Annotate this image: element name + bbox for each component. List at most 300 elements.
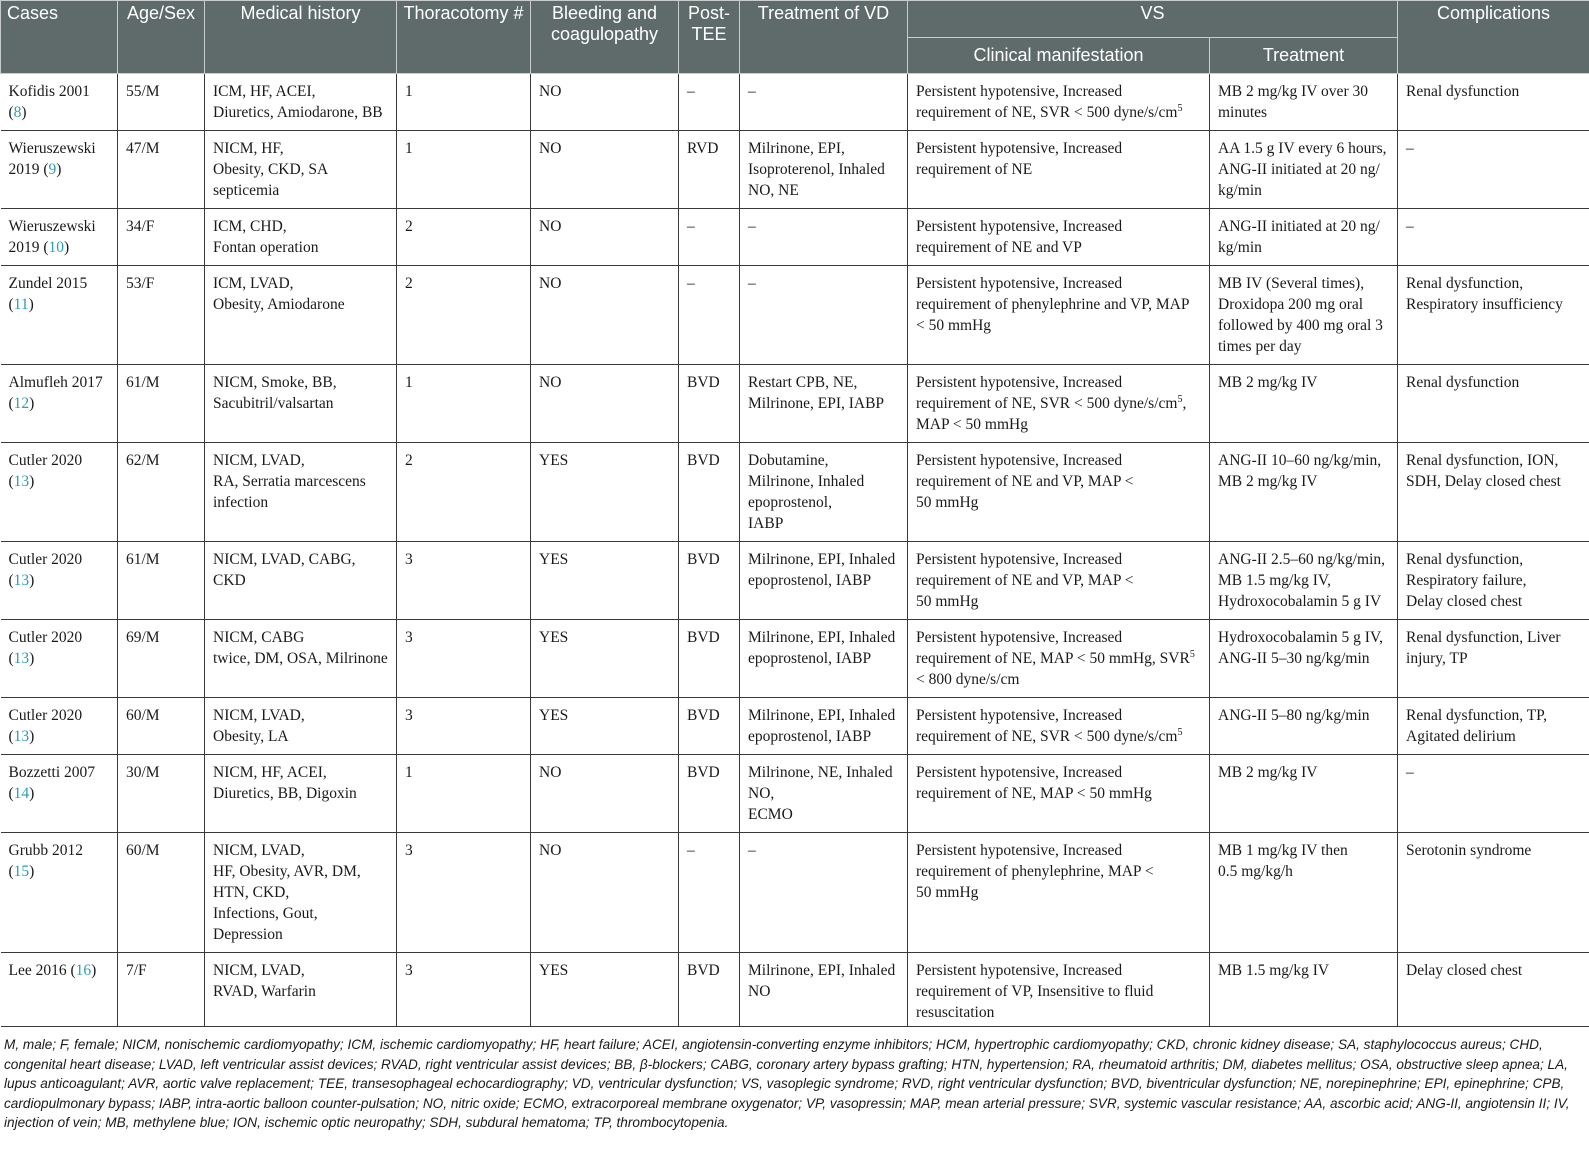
tvd-line: Milrinone, EPI, IABP [748,395,885,412]
clin-line: Persistent hypotensive, Increased [916,140,1123,157]
table-row [1,698,1589,755]
treatment-vd-cell [740,266,908,365]
vs-treatment-cell [1210,209,1398,266]
header-thoracotomy: Thoracotomy # [397,1,531,74]
reference-link[interactable]: 14 [13,785,30,802]
thoracotomy: 3 [405,962,413,979]
age-sex-cell [118,443,205,542]
case-close: ) [29,572,35,589]
complications-cell [1398,833,1589,953]
age-sex-cell [118,542,205,620]
treatment-vd-cell [740,755,908,833]
post-tee: RVD [687,140,719,157]
medical-history-cell [205,209,397,266]
clin-line: Persistent hypotensive, Increased [916,275,1123,292]
bleeding-cell [531,266,679,365]
tvd-line: Milrinone, EPI, [748,140,845,157]
age-sex-cell [118,74,205,131]
tvd-line: Milrinone, EPI, Inhaled [748,551,896,568]
post-tee: BVD [687,707,720,724]
comp-line: – [1406,218,1414,235]
bleeding: NO [539,275,562,292]
history-line: Obesity, CKD, SA [213,161,329,178]
clin-line: requirement of NE, SVR < 500 dyne/s/cm [916,395,1178,412]
table-body [1,74,1589,1027]
history-line: Diuretics, BB, Digoxin [213,785,357,802]
age-sex-cell [118,698,205,755]
tvd-line: Dobutamine, [748,452,829,469]
reference-link[interactable]: 15 [13,863,30,880]
post-tee: – [687,275,695,292]
case-name: Cutler 2020 ( [8,629,83,667]
post-tee-cell [679,620,740,698]
treat-line: MB 1 mg/kg IV then [1218,842,1348,859]
tvd-line: epoprostenol, IABP [748,572,872,589]
post-tee: BVD [687,551,720,568]
clin-line: requirement of NE, SVR < 500 dyne/s/cm [916,104,1178,121]
age-sex-cell [118,131,205,209]
history-line: RA, Serratia marcescens [213,473,366,490]
thoracotomy: 2 [405,452,413,469]
reference-link[interactable]: 12 [13,395,30,412]
treat-line: kg/min [1218,182,1262,199]
comp-line: Renal dysfunction, [1406,551,1524,568]
reference-link[interactable]: 8 [13,104,22,121]
treat-line: Hydroxocobalamin 5 g IV, [1218,629,1384,646]
vs-treatment-cell [1210,833,1398,953]
thoracotomy: 1 [405,374,413,391]
tvd-line: Milrinone, EPI, Inhaled [748,629,896,646]
tvd-line: NO [748,983,771,1000]
reference-link[interactable]: 10 [48,239,65,256]
clinical-cell [908,755,1210,833]
thoracotomy-cell [397,833,531,953]
reference-link[interactable]: 16 [75,962,92,979]
treat-line: MB 1.5 mg/kg IV, [1218,572,1331,589]
bleeding-cell [531,755,679,833]
post-tee-cell [679,953,740,1027]
comp-line: Respiratory failure, [1406,572,1527,589]
tvd-line: – [748,83,756,100]
post-tee: BVD [687,452,720,469]
age-sex: 34/F [126,218,155,235]
age-sex: 69/M [126,629,160,646]
header-complications: Complications [1398,1,1589,74]
bleeding: NO [539,140,562,157]
clin-line: requirement of NE, MAP < 50 mmHg [916,785,1152,802]
clin-line: Persistent hypotensive, Increased [916,83,1123,100]
clin-line: requirement of VP, Insensitive to fluid [916,983,1154,1000]
thoracotomy: 3 [405,629,413,646]
bleeding-cell [531,209,679,266]
table-footnote: M, male; F, female; NICM, nonischemic cardiomyopathy; ICM, ischemic cardiomyopathy; HF, heart failure; ACEI, angiotensin-converting enzyme inhibitors; HCM, hypertrophic cardiomyopathy; CKD, chronic kidney disease; SA, staphylococcus aureus; CHD, congenital heart disease; LVAD, left ventricular assist devices; RVAD, right ventricular assist devices; BB, β-blockers; CABG, coronary artery bypass grafting; HTN, hypertension; RA, rheumatoid arthritis; DM, diabetes mellitus; OSA, obstructive sleep apnea; LA, lupus anticoagulant; AVR, aortic valve replacement; TEE, transesophageal echocardiography; VD, ventricular dysfunction; VS, vasoplegic syndrome; RVD, right ventricular dysfunction; BVD, biventricular dysfunction; NE, norepinephrine; EPI, epinephrine; CPB, cardiopulmonary bypass; IABP, intra-aortic balloon counter-pulsation; NO, nitric oxide; ECMO, extracorporeal membrane oxygenator; VP, vasopressin; MAP, mean arterial pressure; SVR, systemic vascular resistance; AA, ascorbic acid; ANG-II, angiotensin II; IV, injection of vein; MB, methylene blue; ION, ischemic optic neuropathy; SDH, subdural hematoma; TP, thrombocytopenia. [4,1037,1570,1130]
treat-line: kg/min [1218,239,1262,256]
post-tee-cell [679,542,740,620]
treat-line: ANG-II 2.5–60 ng/kg/min, [1218,551,1386,568]
header-cases: Cases [1,1,118,74]
table-row [1,620,1589,698]
comp-line: Serotonin syndrome [1406,842,1532,859]
bleeding: YES [539,452,569,469]
case-cell [1,953,118,1027]
thoracotomy: 1 [405,764,413,781]
history-line: ICM, LVAD, [213,275,294,292]
history-line: twice, DM, OSA, Milrinone [213,650,388,667]
age-sex: 62/M [126,452,160,469]
age-sex-cell [118,365,205,443]
superscript: 5 [1189,648,1195,660]
history-line: NICM, Smoke, BB, [213,374,337,391]
treat-line: Droxidopa 200 mg oral [1218,296,1364,313]
age-sex: 60/M [126,842,160,859]
treat-line: ANG-II 10–60 ng/kg/min, [1218,452,1382,469]
complications-cell [1398,698,1589,755]
case-name: Wieruszewski 2019 ( [8,140,96,178]
thoracotomy-cell [397,953,531,1027]
case-cell [1,833,118,953]
vs-treatment-cell [1210,755,1398,833]
treatment-vd-cell [740,833,908,953]
treatment-vd-cell [740,443,908,542]
comp-line: Respiratory insufficiency [1406,296,1563,313]
case-cell [1,266,118,365]
reference-link[interactable]: 11 [13,296,29,313]
medical-history-cell [205,953,397,1027]
thoracotomy: 3 [405,551,413,568]
case-close: ) [28,296,34,313]
bleeding-cell [531,620,679,698]
age-sex-cell [118,620,205,698]
comp-line: SDH, Delay closed chest [1406,473,1561,490]
clin-line: < 50 mmHg [916,317,992,334]
history-line: ICM, HF, ACEI, [213,83,316,100]
case-cell [1,443,118,542]
superscript: 5 [1177,102,1183,114]
case-cell [1,542,118,620]
vs-treatment-cell [1210,953,1398,1027]
comp-line: Renal dysfunction, [1406,275,1524,292]
vs-treatment-cell [1210,542,1398,620]
history-line: NICM, LVAD, [213,842,305,859]
treat-line: MB 2 mg/kg IV over 30 [1218,83,1368,100]
comp-line: Delay closed chest [1406,962,1523,979]
tvd-line: Milrinone, NE, Inhaled [748,764,893,781]
post-tee-cell [679,266,740,365]
case-close: ) [64,239,70,256]
vs-treatment-cell [1210,365,1398,443]
clin-line: MAP < 50 mmHg [916,416,1028,433]
reference-link[interactable]: 13 [13,650,30,667]
age-sex: 61/M [126,374,160,391]
thoracotomy: 2 [405,275,413,292]
case-name: Cutler 2020 ( [8,452,83,490]
clin-line: requirement of NE [916,161,1033,178]
treat-line: MB 2 mg/kg IV [1218,764,1318,781]
history-line: NICM, LVAD, CABG, CKD [213,551,356,589]
table-row [1,953,1589,1027]
treat-line: MB 2 mg/kg IV [1218,473,1318,490]
superscript: 5 [1177,393,1183,405]
treatment-vd-cell [740,620,908,698]
age-sex-cell [118,953,205,1027]
thoracotomy-cell [397,131,531,209]
case-name: Cutler 2020 ( [8,707,83,745]
age-sex: 55/M [126,83,160,100]
age-sex: 61/M [126,551,160,568]
clin-line: Persistent hypotensive, Increased [916,842,1123,859]
thoracotomy: 1 [405,140,413,157]
tvd-line: – [748,275,756,292]
post-tee-cell [679,365,740,443]
case-name: Grubb 2012 ( [8,842,83,880]
comp-line: Renal dysfunction, ION, [1406,452,1559,469]
bleeding: NO [539,374,562,391]
vs-treatment-cell [1210,131,1398,209]
clin-line: requirement of NE, SVR < 500 dyne/s/cm [916,728,1178,745]
treat-line: ANG-II initiated at 20 ng/ [1218,218,1380,235]
bleeding-cell [531,443,679,542]
medical-history-cell [205,833,397,953]
age-sex: 53/F [126,275,155,292]
clin-line: Persistent hypotensive, Increased [916,707,1123,724]
comp-line: – [1406,140,1414,157]
case-close: ) [91,962,97,979]
case-cell [1,755,118,833]
tvd-line: Milrinone, EPI, Inhaled [748,962,896,979]
history-line: Sacubitril/valsartan [213,395,334,412]
age-sex-cell [118,755,205,833]
post-tee-cell [679,131,740,209]
header-vs: VS [908,1,1398,38]
treat-line: ANG-II 5–80 ng/kg/min [1218,707,1370,724]
table-header [1,1,1589,74]
clinical-cell [908,266,1210,365]
history-line: NICM, LVAD, [213,452,305,469]
age-sex-cell [118,266,205,365]
table-row [1,833,1589,953]
thoracotomy: 3 [405,842,413,859]
treat-line: MB 2 mg/kg IV [1218,374,1318,391]
table-row [1,542,1589,620]
complications-cell [1398,755,1589,833]
tvd-line: epoprostenol, IABP [748,728,872,745]
comp-line: Delay closed chest [1406,593,1523,610]
treatment-vd-cell [740,365,908,443]
history-line: NICM, HF, ACEI, [213,764,327,781]
header-post-tee: Post-TEE [679,1,740,74]
history-line: HF, Obesity, AVR, DM, [213,863,361,880]
medical-history-cell [205,131,397,209]
history-line: Diuretics, Amiodarone, BB [213,104,383,121]
post-tee: BVD [687,764,720,781]
bleeding: YES [539,629,569,646]
clinical-cell [908,833,1210,953]
case-name: Kofidis 2001 ( [8,83,90,121]
clin-line: Persistent hypotensive, Increased [916,962,1123,979]
complications-cell [1398,74,1589,131]
bleeding-cell [531,833,679,953]
header-age-sex: Age/Sex [118,1,205,74]
clinical-cell [908,542,1210,620]
clin-line: Persistent hypotensive, Increased [916,374,1123,391]
clin-line: Persistent hypotensive, Increased [916,551,1123,568]
vs-treatment-cell [1210,443,1398,542]
complications-cell [1398,953,1589,1027]
medical-history-cell [205,755,397,833]
table-row [1,209,1589,266]
case-name: Wieruszewski 2019 ( [8,218,96,256]
complications-cell [1398,209,1589,266]
complications-cell [1398,266,1589,365]
case-close: ) [29,473,35,490]
age-sex: 7/F [126,962,147,979]
table-row [1,443,1589,542]
bleeding-cell [531,131,679,209]
bleeding: YES [539,551,569,568]
clin-line: requirement of phenylephrine, MAP < [916,863,1154,880]
clinical-cell: Persistent hypotensive, Increased requirement of NE, SVR < 500 dyne/$s/cm^5$, MAP < 50 mmHg [908,365,1210,443]
reference-link[interactable]: 13 [13,728,30,745]
case-cell [1,698,118,755]
history-line: infection [213,494,269,511]
post-tee-cell [679,698,740,755]
complications-cell [1398,542,1589,620]
treatment-vd-cell [740,953,908,1027]
history-line: Obesity, Amiodarone [213,296,345,313]
treat-line: times per day [1218,338,1302,355]
treat-line: MB 1.5 mg/kg IV [1218,962,1330,979]
bleeding-cell [531,542,679,620]
clinical-cell [908,620,1210,698]
treatment-vd-cell [740,209,908,266]
complications-cell [1398,443,1589,542]
tvd-line: ECMO [748,806,793,823]
bleeding: YES [539,707,569,724]
treat-line: ANG-II 5–30 ng/kg/min [1218,650,1370,667]
post-tee-cell [679,443,740,542]
post-tee: – [687,218,695,235]
clin-line: Persistent hypotensive, Increased [916,452,1123,469]
post-tee: BVD [687,962,720,979]
tvd-line: IABP [748,515,784,532]
table-row [1,365,1589,443]
post-tee-cell [679,833,740,953]
tvd-line: Isoproterenol, Inhaled [748,161,885,178]
tvd-line: epoprostenol, [748,494,832,511]
treat-line: MB IV (Several times), [1218,275,1365,292]
thoracotomy-cell [397,755,531,833]
history-line: RVAD, Warfarin [213,983,316,1000]
treat-line: AA 1.5 g IV every 6 hours, [1218,140,1387,157]
reference-link[interactable]: 13 [13,572,30,589]
clin-line: resuscitation [916,1004,995,1021]
case-close: ) [29,728,35,745]
case-name: Lee 2016 ( [8,962,76,979]
post-tee-cell [679,209,740,266]
history-line: Depression [213,926,283,943]
post-tee: – [687,842,695,859]
clin-line: requirement of NE, MAP < 50 mmHg, SVR [916,650,1190,667]
medical-history-cell [205,365,397,443]
treat-line: minutes [1218,104,1268,121]
thoracotomy-cell [397,266,531,365]
header-bleeding: Bleeding and coagulopathy [531,1,679,74]
case-close: ) [29,395,35,412]
superscript: 5 [1177,726,1183,738]
tvd-line: Milrinone, EPI, Inhaled [748,707,896,724]
case-name: Cutler 2020 ( [8,551,83,589]
clinical-cell [908,131,1210,209]
history-line: NICM, LVAD, [213,962,305,979]
bleeding-cell [531,365,679,443]
thoracotomy: 1 [405,83,413,100]
clin-line: 50 mmHg [916,884,979,901]
treatment-vd-cell [740,74,908,131]
treat-line: followed by 400 mg oral 3 [1218,317,1383,334]
clin-line: 50 mmHg [916,593,979,610]
clin-line: < 800 dyne/s/cm [916,671,1020,688]
tvd-line: – [748,842,756,859]
case-cell [1,74,118,131]
tvd-line: epoprostenol, IABP [748,650,872,667]
treat-line: ANG-II initiated at 20 ng/ [1218,161,1380,178]
thoracotomy-cell [397,698,531,755]
tvd-line: – [748,218,756,235]
history-line: HTN, CKD, [213,884,290,901]
treatment-vd-cell [740,542,908,620]
thoracotomy-cell [397,443,531,542]
table-row [1,74,1589,131]
case-name: Bozzetti 2007 ( [8,764,96,802]
clinical-cell [908,209,1210,266]
history-line: NICM, CABG [213,629,305,646]
case-cell [1,209,118,266]
clin-line: Persistent hypotensive, Increased [916,764,1123,781]
tvd-line: Milrinone, Inhaled [748,473,865,490]
case-close: ) [56,161,62,178]
medical-history-cell [205,620,397,698]
tvd-line: NO, NE [748,182,799,199]
clinical-cell [908,443,1210,542]
reference-link[interactable]: 13 [13,473,30,490]
history-line: Obesity, LA [213,728,289,745]
medical-history-cell [205,698,397,755]
case-close: ) [29,785,35,802]
comp-line: Agitated delirium [1406,728,1516,745]
bleeding: NO [539,764,562,781]
thoracotomy: 2 [405,218,413,235]
post-tee: – [687,83,695,100]
clin-line: 50 mmHg [916,494,979,511]
case-name: Almufleh 2017 ( [8,374,103,412]
comp-line: injury, TP [1406,650,1468,667]
case-cell [1,131,118,209]
bleeding-cell [531,698,679,755]
complications-cell [1398,131,1589,209]
comp-line: Renal dysfunction, Liver [1406,629,1561,646]
history-line: Infections, Gout, [213,905,318,922]
clin-line: requirement of NE and VP, MAP < [916,572,1134,589]
medical-history-cell [205,74,397,131]
tvd-line: Restart CPB, NE, [748,374,858,391]
vs-treatment-cell [1210,266,1398,365]
table-row [1,131,1589,209]
bleeding: NO [539,218,562,235]
table-row [1,755,1589,833]
reference-link[interactable]: 9 [48,161,57,178]
history-line: Fontan operation [213,239,319,256]
bleeding: YES [539,962,569,979]
